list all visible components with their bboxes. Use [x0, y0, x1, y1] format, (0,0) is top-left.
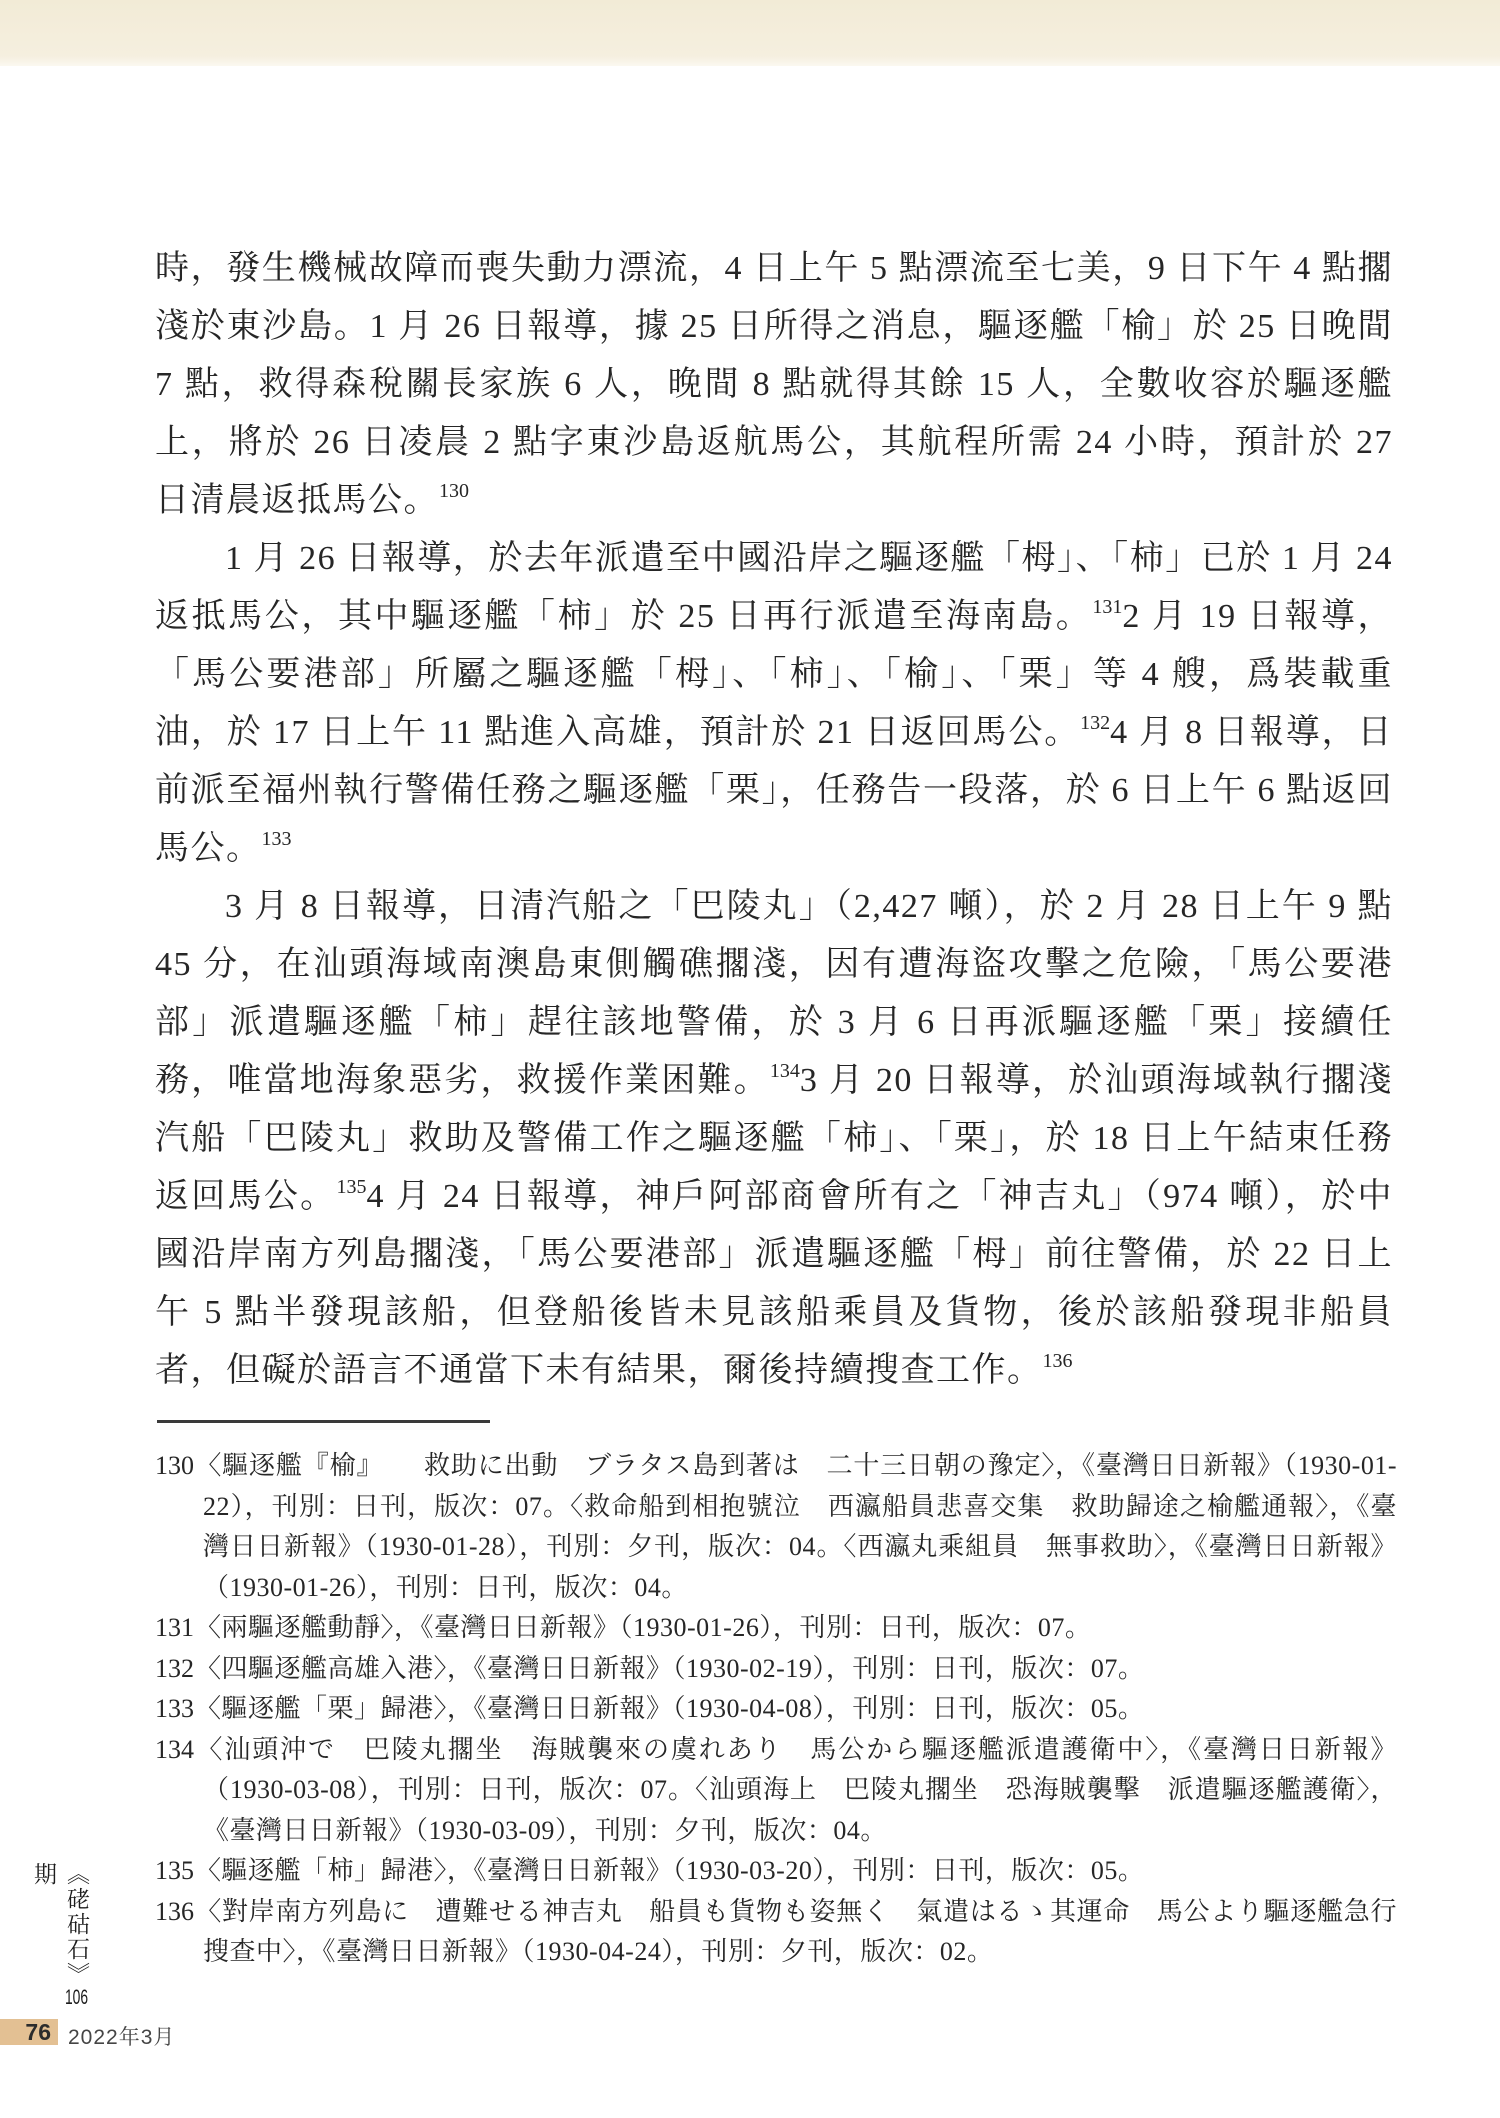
- footnote-number: 136: [155, 1896, 194, 1926]
- footnote-number: 132: [155, 1653, 194, 1683]
- body-paragraph: 1 月 26 日報導，於去年派遣至中國沿岸之驅逐艦「栂」、「柿」已於 1 月 24 返抵馬公，其中驅逐艦「柿」於 25 日再行派遣至海南島。$^{131}$2 月 19 日報導，「馬公要港部」所屬之驅逐艦「栂」、「柿」、「榆」、「栗」等 4 艘，爲裝載重油，於 17 日上午 11 點進入高雄，預計於 21 日返回馬公。$^{132}$4 月 8 日報導，日前派至福州執行警備任務之驅逐艦「栗」，任務告一段落，於 6 日上午 6 點返回馬公。$^{133}$: [155, 540, 1394, 867]
- footnote-reference: 130: [439, 480, 469, 502]
- footnote-text: 〈驅逐艦「柿」歸港〉，《臺灣日日新報》（1930-03-20），刊別：日刊，版次：05。: [195, 1856, 1145, 1885]
- page-number: 76: [25, 2018, 51, 2045]
- journal-issue-unit: 期: [31, 1862, 56, 1887]
- journal-title: 《硓𥑮石》: [64, 1862, 89, 1987]
- body-text: [155, 240, 1393, 1400]
- scan-top-band: [0, 0, 1500, 66]
- footnote-item: [155, 1649, 1397, 1690]
- footnote-number: 135: [155, 1856, 194, 1885]
- footnotes: [155, 1446, 1397, 1973]
- footnote-item: [155, 1608, 1397, 1649]
- footnote-item: [155, 1892, 1397, 1973]
- footnote-item: [155, 1446, 1397, 1608]
- footnote-item: [155, 1689, 1397, 1730]
- footnote-text: 〈兩驅逐艦動靜〉，《臺灣日日新報》（1930-01-26），刊別：日刊，版次：07。: [195, 1613, 1092, 1642]
- footnote-text: 〈汕頭沖で 巴陵丸擱坐 海賊襲來の虞れあり 馬公から驅逐艦派遣護衛中〉，《臺灣日日新報》（1930-03-08），刊別：日刊，版次：07。〈汕頭海上 巴陵丸擱坐 恐海賊襲擊 派遣驅逐艦護衛〉，《臺灣日日新報》（1930-03-09），刊別：夕刊，版次：04。: [195, 1734, 1397, 1845]
- footnote-reference: 134: [769, 1060, 800, 1082]
- body-paragraph: 3 月 8 日報導，日清汽船之「巴陵丸」（2,427 噸），於 2 月 28 日上午 9 點 45 分，在汕頭海域南澳島東側觸礁擱淺，因有遭海盜攻擊之危險，「馬公要港部」派遣驅逐艦「柿」趕往該地警備，於 3 月 6 日再派驅逐艦「栗」接續任務，唯當地海象惡劣，救援作業困難。$^{134}$3 月 20 日報導，於汕頭海域執行擱淺汽船「巴陵丸」救助及警備工作之驅逐艦「柿」、「栗」，於 18 日上午結束任務返回馬公。$^{135}$4 月 24 日報導，神戶阿部商會所有之「神吉丸」（974 噸），於中國沿岸南方列島擱淺，「馬公要港部」派遣驅逐艦「栂」前往警備，於 22 日上午 5 點半發現該船，但登船後皆未見該船乘員及貨物，後於該船發現非船員者，但礙於語言不通當下未有結果，爾後持續搜查工作。$^{136}$: [155, 888, 1394, 1389]
- footnote-reference: 133: [261, 828, 292, 850]
- footnote-reference: 135: [336, 1176, 367, 1198]
- page-number-badge: [0, 2019, 58, 2045]
- footnote-number: 130: [155, 1451, 194, 1480]
- body-paragraph: 時，發生機械故障而喪失動力漂流，4 日上午 5 點漂流至七美，9 日下午 4 點擱淺於東沙島。1 月 26 日報導，據 25 日所得之消息，驅逐艦「榆」於 25 日晚間 7 點，救得森稅關長家族 6 人，晚間 8 點就得其餘 15 人，全數收容於驅逐艦上，將於 26 日凌晨 2 點字東沙島返航馬公，其航程所需 24 小時，預計於 27 日清晨返抵馬公。$^{130}$: [155, 250, 1393, 519]
- journal-issue-number: 106: [64, 1987, 89, 2008]
- journal-spine: [27, 1862, 93, 2022]
- footnote-reference: 132: [1080, 712, 1111, 734]
- footnote-item: [155, 1730, 1397, 1852]
- footnote-reference: 136: [1042, 1350, 1073, 1372]
- footnote-text: 〈驅逐艦『榆』 救助に出動 ブラタス島到著は 二十三日朝の豫定〉，《臺灣日日新報》（1930-01-22），刊別：日刊，版次：07。〈救命船到相抱號泣 西瀛船員悲喜交集 救助歸途之榆艦通報〉，《臺灣日日新報》（1930-01-28），刊別：夕刊，版次：04。〈西瀛丸乘組員 無事救助〉，《臺灣日日新報》（1930-01-26），刊別：日刊，版次：04。: [195, 1451, 1397, 1602]
- footer-date: 2022年3月: [68, 2026, 176, 2049]
- footnote-number: 131: [155, 1613, 194, 1642]
- footnote-separator: [157, 1420, 490, 1423]
- footnote-number: 134: [155, 1734, 194, 1764]
- footnote-text: 〈四驅逐艦高雄入港〉，《臺灣日日新報》（1930-02-19），刊別：日刊，版次：07。: [195, 1653, 1145, 1683]
- footnote-reference: 131: [1092, 596, 1123, 618]
- footnote-item: [155, 1851, 1397, 1892]
- footnote-text: 〈對岸南方列島に 遭難せる神吉丸 船員も貨物も姿無く 氣遣はるゝ其運命 馬公より驅逐艦急行搜查中〉，《臺灣日日新報》（1930-04-24），刊別：夕刊，版次：02。: [195, 1896, 1397, 1966]
- footnote-number: 133: [155, 1694, 194, 1723]
- footnote-text: 〈驅逐艦「栗」歸港〉，《臺灣日日新報》（1930-04-08），刊別：日刊，版次：05。: [195, 1694, 1145, 1723]
